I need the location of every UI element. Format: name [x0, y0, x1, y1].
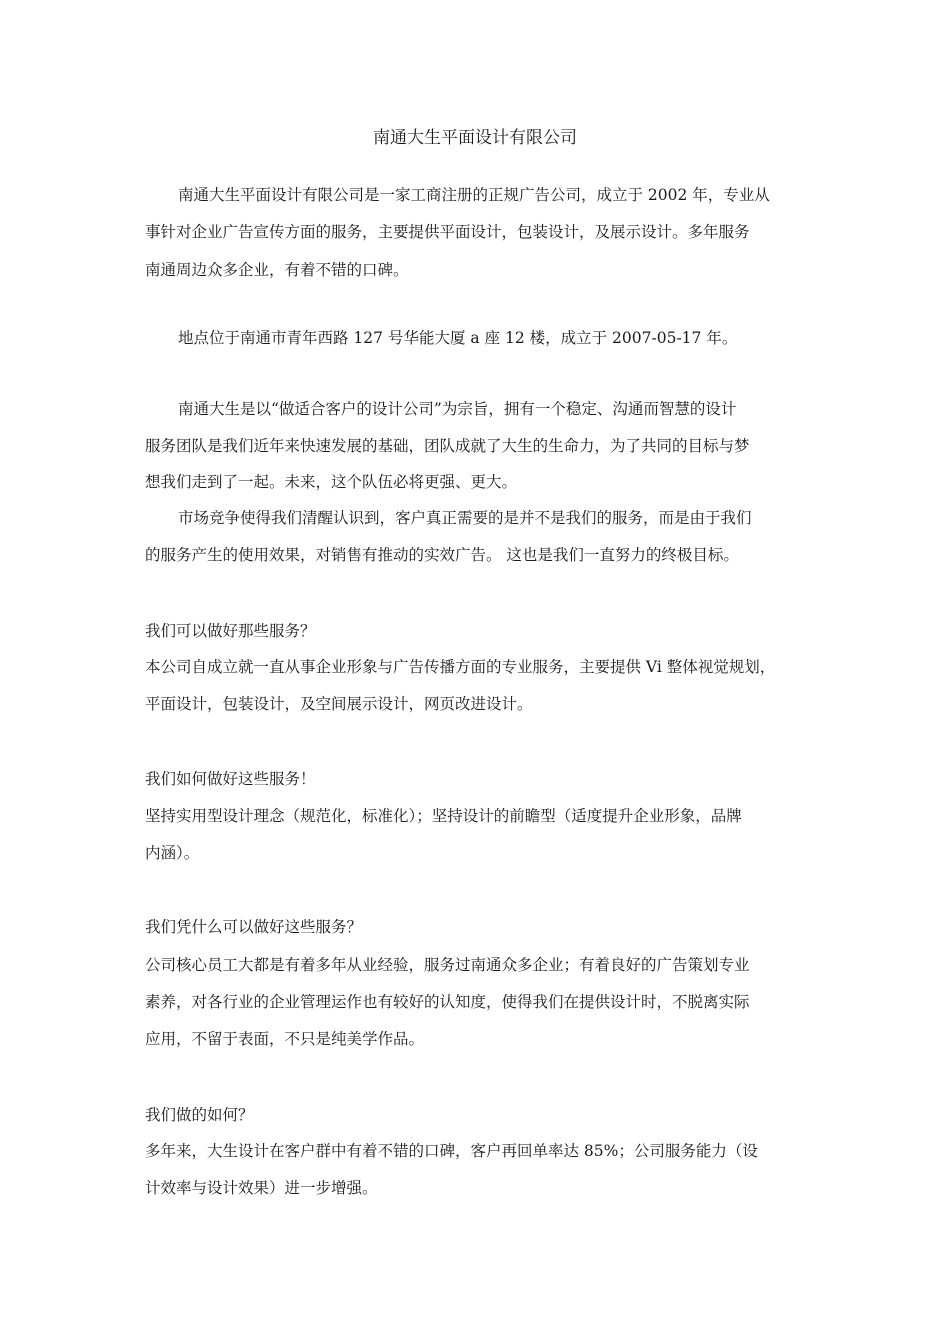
intro-line: 事针对企业广告宣传方面的服务，主要提供平面设计，包装设计，及展示设计。多年服务 — [145, 223, 750, 241]
intro-line: 南通周边众多企业，有着不错的口碑。 — [145, 261, 409, 279]
section-body-line: 本公司自成立就一直从事企业形象与广告传播方面的专业服务，主要提供 Vi 整体视觉规划， — [145, 658, 776, 676]
section-heading: 我们可以做好那些服务？ — [145, 622, 316, 640]
section-body-line: 平面设计，包装设计，及空间展示设计，网页改进设计。 — [145, 695, 533, 713]
section-body-line: 多年来，大生设计在客户群中有着不错的口碑，客户再回单率达 85%；公司服务能力（设 — [145, 1142, 758, 1160]
page-title: 南通大生平面设计有限公司 — [373, 128, 577, 148]
section-heading: 我们凭什么可以做好这些服务？ — [145, 918, 363, 936]
philosophy-line: 服务团队是我们近年来快速发展的基础，团队成就了大生的生命力，为了共同的目标与梦 — [145, 437, 750, 455]
market-line: 的服务产生的使用效果，对销售有推动的实效广告。 这也是我们一直努力的终极目标。 — [145, 546, 739, 564]
section-body-line: 内涵）。 — [145, 844, 200, 862]
section-heading: 我们如何做好这些服务！ — [145, 770, 316, 788]
section-heading: 我们做的如何？ — [145, 1106, 254, 1124]
intro-line: 南通大生平面设计有限公司是一家工商注册的正规广告公司，成立于 2002 年，专业从 — [178, 186, 770, 204]
section-body-line: 素养，对各行业的企业管理运作也有较好的认知度，使得我们在提供设计时，不脱离实际 — [145, 993, 750, 1011]
section-body-line: 坚持实用型设计理念（规范化，标准化）；坚持设计的前瞻型（适度提升企业形象，品牌 — [145, 807, 742, 825]
philosophy-line: 南通大生是以“做适合客户的设计公司”为宗旨，拥有一个稳定、沟通而智慧的设计 — [178, 400, 737, 418]
section-body-line: 计效率与设计效果）进一步增强。 — [145, 1179, 378, 1197]
section-body-line: 应用，不留于表面，不只是纯美学作品。 — [145, 1030, 425, 1048]
market-line: 市场竞争使得我们清醒认识到，客户真正需要的是并不是我们的服务，而是由于我们 — [178, 509, 752, 527]
location-line: 地点位于南通市青年西路 127 号华能大厦 a 座 12 楼，成立于 2007-05-17 年。 — [178, 329, 738, 347]
philosophy-line: 想我们走到了一起。未来，这个队伍必将更强、更大。 — [145, 473, 518, 491]
section-body-line: 公司核心员工大都是有着多年从业经验，服务过南通众多企业；有着良好的广告策划专业 — [145, 956, 750, 974]
